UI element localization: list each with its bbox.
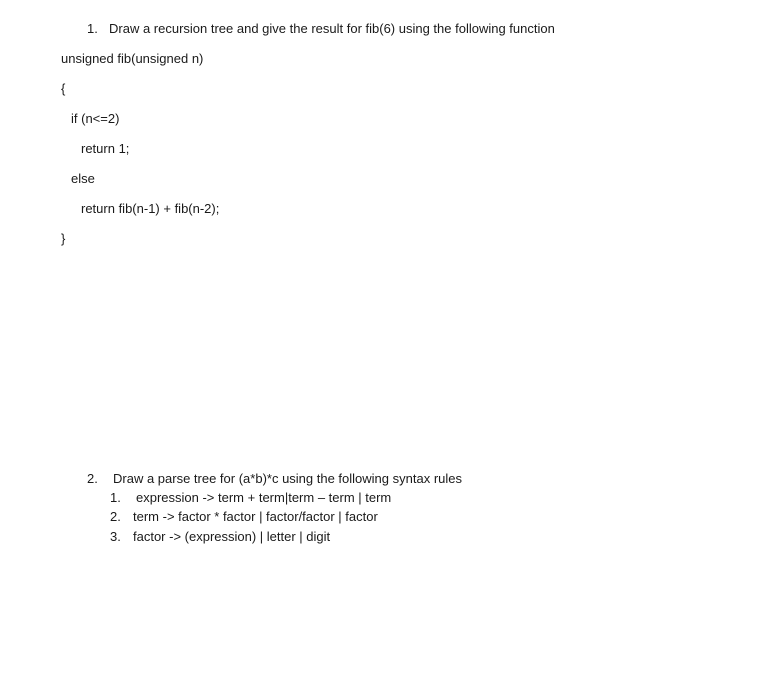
code-return-recursive: return fib(n-1) + fib(n-2); [81, 201, 220, 216]
rule-1-text: expression -> term + term|term – term | term [136, 490, 392, 505]
code-if-line: if (n<=2) [71, 111, 120, 126]
rule-2-text: term -> factor * factor | factor/factor | factor [133, 509, 378, 524]
rule-2-number: 2. [110, 509, 121, 524]
code-else-line: else [71, 171, 95, 186]
code-close-brace: } [61, 231, 66, 246]
question-1-prompt: Draw a recursion tree and give the result for fib(6) using the following function [109, 21, 555, 36]
code-return-base: return 1; [81, 141, 130, 156]
rule-3-number: 3. [110, 529, 121, 544]
question-2-prompt: Draw a parse tree for (a*b)*c using the following syntax rules [113, 471, 462, 486]
code-signature: unsigned fib(unsigned n) [61, 51, 204, 66]
code-open-brace: { [61, 81, 66, 96]
question-1-number: 1. [87, 21, 98, 36]
rule-1-number: 1. [110, 490, 121, 505]
question-2-number: 2. [87, 471, 98, 486]
rule-3-text: factor -> (expression) | letter | digit [133, 529, 331, 544]
